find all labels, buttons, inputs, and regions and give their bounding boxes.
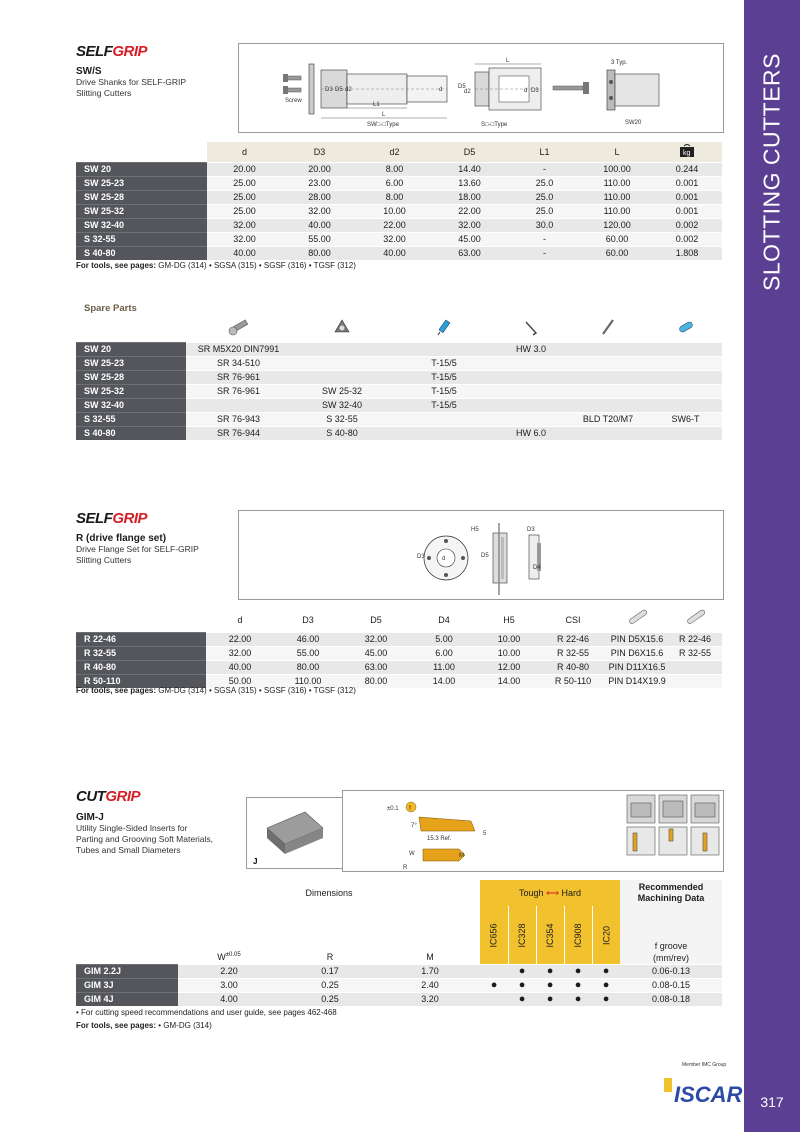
designation-cell: SW 25-23 <box>76 357 186 371</box>
dimensions-header: Dimensions <box>178 880 480 906</box>
pin-icon <box>606 608 668 633</box>
designation-cell: S 40-80 <box>76 247 207 261</box>
svg-text:D5: D5 <box>481 553 489 559</box>
value-cell: 120.00 <box>582 219 652 233</box>
value-cell: R 22-46 <box>668 633 722 647</box>
key-blue-icon <box>393 316 495 343</box>
value-cell: PIN D6X15.6 <box>606 647 668 661</box>
value-cell: 0.25 <box>280 993 380 1007</box>
svg-text:d2: d2 <box>464 89 471 95</box>
value-cell: 110.00 <box>274 675 342 689</box>
svg-text:D3: D3 <box>527 527 535 533</box>
gim-description: Utility Single-Sided Inserts for Parting and Grooving Soft Materials, Tubes and Small Diameters <box>76 823 214 855</box>
value-cell: SR M5X20 DIN7991 <box>186 343 291 357</box>
svg-text:R: R <box>403 865 408 871</box>
value-cell: SR 34-510 <box>186 357 291 371</box>
svg-text:D5: D5 <box>458 84 466 90</box>
value-cell: 25.0 <box>507 205 582 219</box>
col-d5: D5 <box>432 142 507 163</box>
table-row <box>76 965 722 979</box>
grade-dot: ● <box>564 993 592 1007</box>
table-row <box>76 163 722 177</box>
value-cell: 100.00 <box>582 163 652 177</box>
value-cell: 0.17 <box>280 965 380 979</box>
value-cell: 2.40 <box>380 979 480 993</box>
value-cell: 11.00 <box>410 661 478 675</box>
value-cell: R 50-110 <box>540 675 606 689</box>
col-w: $W^{\pm 0.05}$ <box>178 906 280 965</box>
col-designation: Designation <box>76 608 206 633</box>
value-cell: T-15/5 <box>393 371 495 385</box>
value-cell: 0.08-0.15 <box>620 979 722 993</box>
value-cell: 32.00 <box>282 205 357 219</box>
value-cell: HW 6.0 <box>495 427 567 441</box>
svg-text:D5: D5 <box>335 87 343 93</box>
designation-cell: SW 20 <box>76 163 207 177</box>
grade-dot: ● <box>564 965 592 979</box>
value-cell: 6.00 <box>410 647 478 661</box>
r-description: Drive Flange Set for SELF-GRIP Slitting Cutters <box>76 544 199 565</box>
r-table <box>76 608 722 688</box>
col-designation: Designation <box>76 316 186 343</box>
section-title: SLOTTING CUTTERS <box>758 52 785 292</box>
value-cell: SR 76-961 <box>186 371 291 385</box>
value-cell <box>567 399 649 413</box>
value-cell: 110.00 <box>582 191 652 205</box>
grade-ic908: IC908 <box>564 906 592 965</box>
svg-text:W: W <box>409 851 415 857</box>
designation-cell: GIM 4J <box>76 993 178 1007</box>
value-cell: 32.00 <box>342 633 410 647</box>
value-cell <box>495 399 567 413</box>
value-cell <box>567 343 649 357</box>
table-row <box>76 219 722 233</box>
value-cell: 28.00 <box>282 191 357 205</box>
spare-parts-table <box>76 316 722 440</box>
svg-text:M: M <box>459 853 464 859</box>
value-cell: 1.808 <box>652 247 722 261</box>
value-cell <box>649 385 722 399</box>
grade-dot: ● <box>536 993 564 1007</box>
value-cell: PIN D11X16.5 <box>606 661 668 675</box>
gim-table <box>76 880 722 1006</box>
value-cell: 25.00 <box>207 191 282 205</box>
col-designation: Designation <box>76 880 178 965</box>
col-csi: CSI <box>540 608 606 633</box>
value-cell <box>649 357 722 371</box>
grade-dot: ● <box>508 965 536 979</box>
value-cell <box>393 413 495 427</box>
grade-dot: ● <box>592 993 620 1007</box>
table-row <box>76 979 722 993</box>
value-cell: SR 76-943 <box>186 413 291 427</box>
cutgrip-logo: CUTGRIP <box>76 788 141 805</box>
grade-ic20: IC20 <box>592 906 620 965</box>
value-cell: 32.00 <box>207 219 282 233</box>
value-cell: 45.00 <box>432 233 507 247</box>
value-cell: 63.00 <box>432 247 507 261</box>
value-cell: 50.00 <box>206 675 274 689</box>
designation-cell: SW 25-28 <box>76 371 186 385</box>
value-cell <box>495 371 567 385</box>
value-cell: 0.001 <box>652 191 722 205</box>
table-row <box>76 247 722 261</box>
svg-text:d: d <box>524 88 528 94</box>
pin-icon <box>567 316 649 343</box>
value-cell: 1.70 <box>380 965 480 979</box>
value-cell: R 32-55 <box>668 647 722 661</box>
value-cell: 30.0 <box>507 219 582 233</box>
value-cell: 23.00 <box>282 177 357 191</box>
kg-icon <box>652 142 722 163</box>
key-icon <box>668 608 722 633</box>
table-row <box>76 413 722 427</box>
value-cell: T-15/5 <box>393 399 495 413</box>
value-cell <box>567 385 649 399</box>
value-cell: R 22-46 <box>540 633 606 647</box>
svg-text:kg: kg <box>683 150 691 157</box>
value-cell: 63.00 <box>342 661 410 675</box>
value-cell: 22.00 <box>432 205 507 219</box>
svg-text:J: J <box>253 857 258 866</box>
value-cell <box>649 427 722 441</box>
value-cell: 110.00 <box>582 177 652 191</box>
value-cell: 55.00 <box>274 647 342 661</box>
value-cell: 80.00 <box>342 675 410 689</box>
value-cell: 46.00 <box>274 633 342 647</box>
svg-text:SW20: SW20 <box>625 120 642 126</box>
value-cell: 13.60 <box>432 177 507 191</box>
grade-dot: ● <box>536 965 564 979</box>
value-cell: SR 76-944 <box>186 427 291 441</box>
value-cell: 3.20 <box>380 993 480 1007</box>
r-drawing <box>238 510 724 600</box>
grade-dot: ● <box>508 979 536 993</box>
sw-tools-note: For tools, see pages: GM-DG (314) • SGSA (315) • SGSF (316) • TGSF (312) <box>76 261 356 270</box>
value-cell: 32.00 <box>357 233 432 247</box>
value-cell: 40.00 <box>206 661 274 675</box>
col-m: M <box>380 906 480 965</box>
col-d: d <box>206 608 274 633</box>
value-cell: 110.00 <box>582 205 652 219</box>
value-cell: 25.00 <box>207 205 282 219</box>
table-row <box>76 385 722 399</box>
grade-dot: ● <box>592 965 620 979</box>
value-cell: 2.20 <box>178 965 280 979</box>
value-cell: 10.00 <box>478 633 540 647</box>
value-cell <box>291 343 393 357</box>
designation-cell: R 40-80 <box>76 661 206 675</box>
table-row <box>76 399 722 413</box>
value-cell: 0.25 <box>280 979 380 993</box>
value-cell: 14.40 <box>432 163 507 177</box>
value-cell: T-15/5 <box>393 385 495 399</box>
value-cell: R 32-55 <box>540 647 606 661</box>
value-cell: 45.00 <box>342 647 410 661</box>
designation-cell: SW 25-32 <box>76 385 186 399</box>
wrench-icon <box>649 316 722 343</box>
grade-ic354: IC354 <box>536 906 564 965</box>
designation-cell: SW 32-40 <box>76 219 207 233</box>
designation-cell: GIM 2.2J <box>76 965 178 979</box>
svg-text:d: d <box>442 556 446 562</box>
table-row <box>76 233 722 247</box>
value-cell: 8.00 <box>357 163 432 177</box>
col-designation: Designation <box>76 142 207 163</box>
recommended-header: Recommended Machining Data <box>620 880 722 906</box>
value-cell <box>495 357 567 371</box>
value-cell: SW6-T <box>649 413 722 427</box>
value-cell: 0.002 <box>652 219 722 233</box>
designation-cell: S 40-80 <box>76 427 186 441</box>
value-cell: 32.00 <box>206 647 274 661</box>
designation-cell: SW 25-28 <box>76 191 207 205</box>
grade-ic328: IC328 <box>508 906 536 965</box>
table-row <box>76 205 722 219</box>
value-cell <box>495 385 567 399</box>
grade-dot <box>480 993 508 1007</box>
designation-cell: S 32-55 <box>76 233 207 247</box>
grade-dot: ● <box>564 979 592 993</box>
designation-cell: S 32-55 <box>76 413 186 427</box>
value-cell: 32.00 <box>207 233 282 247</box>
svg-text:L: L <box>506 58 510 64</box>
svg-text:SW□-□Type: SW□-□Type <box>367 122 399 128</box>
grade-dot: ● <box>480 979 508 993</box>
table-row <box>76 357 722 371</box>
svg-text:±0.1: ±0.1 <box>387 806 399 812</box>
value-cell: 0.001 <box>652 205 722 219</box>
gim-title: GIM-J <box>76 812 104 823</box>
sw-title: SW/S <box>76 66 102 77</box>
gim-tools-note: For tools, see pages: • GM-DG (314) <box>76 1021 212 1030</box>
value-cell <box>649 371 722 385</box>
tough-hard-header: Tough ⟷ Hard <box>480 880 620 906</box>
col-d4: D4 <box>410 608 478 633</box>
value-cell: 25.00 <box>207 177 282 191</box>
table-row <box>76 343 722 357</box>
designation-cell: R 22-46 <box>76 633 206 647</box>
value-cell: 25.0 <box>507 177 582 191</box>
svg-text:L: L <box>382 112 386 118</box>
gim-note: • For cutting speed recommendations and user guide, see pages 462-468 <box>76 1008 337 1017</box>
col-l1: L1 <box>507 142 582 163</box>
svg-text:D3: D3 <box>417 554 425 560</box>
value-cell: PIN D5X15.6 <box>606 633 668 647</box>
value-cell: 0.06-0.13 <box>620 965 722 979</box>
value-cell: SW 32-40 <box>291 399 393 413</box>
table-row <box>76 661 722 675</box>
value-cell: 55.00 <box>282 233 357 247</box>
col-h5: H5 <box>478 608 540 633</box>
designation-cell: SW 25-23 <box>76 177 207 191</box>
table-row <box>76 371 722 385</box>
svg-text:d: d <box>439 87 443 93</box>
value-cell: HW 3.0 <box>495 343 567 357</box>
value-cell <box>186 399 291 413</box>
value-cell: 40.00 <box>282 219 357 233</box>
sw-description: Drive Shanks for SELF-GRIP Slitting Cutters <box>76 77 187 98</box>
value-cell <box>393 343 495 357</box>
value-cell: 14.00 <box>478 675 540 689</box>
value-cell <box>649 399 722 413</box>
value-cell: T-15/5 <box>393 357 495 371</box>
page-number: 317 <box>760 1094 784 1110</box>
spare-parts-heading: Spare Parts <box>84 303 137 314</box>
value-cell: 40.00 <box>357 247 432 261</box>
value-cell <box>393 427 495 441</box>
table-row <box>76 427 722 441</box>
value-cell <box>567 427 649 441</box>
svg-text:d2: d2 <box>345 87 352 93</box>
hex-key-icon <box>495 316 567 343</box>
value-cell: 0.001 <box>652 177 722 191</box>
value-cell: 60.00 <box>582 247 652 261</box>
value-cell: 12.00 <box>478 661 540 675</box>
grade-dot: ● <box>592 979 620 993</box>
selfgrip-logo: SELFGRIP <box>76 43 148 60</box>
value-cell: 4.00 <box>178 993 280 1007</box>
value-cell: S 32-55 <box>291 413 393 427</box>
value-cell: SW 25-32 <box>291 385 393 399</box>
col-r: R <box>280 906 380 965</box>
value-cell: PIN D14X19.9 <box>606 675 668 689</box>
value-cell: 80.00 <box>274 661 342 675</box>
col-d: d <box>207 142 282 163</box>
table-row <box>76 647 722 661</box>
svg-text:D4: D4 <box>533 565 541 571</box>
svg-text:7°: 7° <box>411 823 417 829</box>
clamp-icon <box>291 316 393 343</box>
designation-cell: SW 32-40 <box>76 399 186 413</box>
col-d2: d2 <box>357 142 432 163</box>
value-cell: 25.0 <box>507 191 582 205</box>
value-cell <box>495 413 567 427</box>
value-cell: 10.00 <box>357 205 432 219</box>
value-cell: - <box>507 247 582 261</box>
insert-photo <box>246 797 344 869</box>
value-cell: BLD T20/M7 <box>567 413 649 427</box>
designation-cell: SW 20 <box>76 343 186 357</box>
value-cell <box>649 343 722 357</box>
grade-dot: ● <box>508 993 536 1007</box>
value-cell: - <box>507 163 582 177</box>
table-row <box>76 177 722 191</box>
value-cell: 40.00 <box>207 247 282 261</box>
value-cell <box>291 371 393 385</box>
designation-cell: R 50-110 <box>76 675 206 689</box>
value-cell <box>567 357 649 371</box>
svg-text:H5: H5 <box>471 527 479 533</box>
designation-cell: GIM 3J <box>76 979 178 993</box>
svg-text:!: ! <box>409 805 411 812</box>
col-d3: D3 <box>282 142 357 163</box>
value-cell: 20.00 <box>282 163 357 177</box>
col-d3: D3 <box>274 608 342 633</box>
value-cell: - <box>507 233 582 247</box>
designation-cell: R 32-55 <box>76 647 206 661</box>
table-row <box>76 191 722 205</box>
value-cell: 6.00 <box>357 177 432 191</box>
value-cell <box>668 675 722 689</box>
screw-icon <box>186 316 291 343</box>
value-cell <box>567 371 649 385</box>
value-cell: 8.00 <box>357 191 432 205</box>
svg-text:15.3 Ref.: 15.3 Ref. <box>427 836 452 842</box>
col-l: L <box>582 142 652 163</box>
svg-text:S□-□Type: S□-□Type <box>481 122 508 128</box>
r-title: R (drive flange set) <box>76 533 167 544</box>
value-cell: 0.002 <box>652 233 722 247</box>
grade-ic656: IC656 <box>480 906 508 965</box>
table-row <box>76 993 722 1007</box>
value-cell: 10.00 <box>478 647 540 661</box>
selfgrip-logo: SELFGRIP <box>76 510 148 527</box>
value-cell: 18.00 <box>432 191 507 205</box>
value-cell: 22.00 <box>357 219 432 233</box>
designation-cell: SW 25-32 <box>76 205 207 219</box>
value-cell <box>668 661 722 675</box>
svg-text:5: 5 <box>483 831 487 837</box>
gim-drawing <box>342 790 724 872</box>
svg-text:D3: D3 <box>531 88 539 94</box>
value-cell: 14.00 <box>410 675 478 689</box>
grade-dot <box>480 965 508 979</box>
svg-text:L1: L1 <box>373 102 380 108</box>
svg-text:ISCAR: ISCAR <box>674 1082 743 1107</box>
value-cell: 60.00 <box>582 233 652 247</box>
value-cell: 3.00 <box>178 979 280 993</box>
value-cell <box>291 357 393 371</box>
col-f-groove: f groove (mm/rev) <box>620 906 722 965</box>
svg-text:Screw: Screw <box>285 98 302 104</box>
sw-table <box>76 142 722 260</box>
svg-text:3 Typ.: 3 Typ. <box>611 60 628 66</box>
value-cell: SR 76-961 <box>186 385 291 399</box>
value-cell: 22.00 <box>206 633 274 647</box>
value-cell: 5.00 <box>410 633 478 647</box>
value-cell: S 40-80 <box>291 427 393 441</box>
value-cell: 20.00 <box>207 163 282 177</box>
grade-dot: ● <box>536 979 564 993</box>
value-cell: 32.00 <box>432 219 507 233</box>
value-cell: 0.244 <box>652 163 722 177</box>
table-row <box>76 633 722 647</box>
value-cell: 0.08-0.18 <box>620 993 722 1007</box>
sw-drawing <box>238 43 724 133</box>
svg-text:D3: D3 <box>325 87 333 93</box>
value-cell: 80.00 <box>282 247 357 261</box>
value-cell: R 40-80 <box>540 661 606 675</box>
r-tools-note: For tools, see pages: GM-DG (314) • SGSA (315) • SGSF (316) • TGSF (312) <box>76 686 356 695</box>
col-d5: D5 <box>342 608 410 633</box>
iscar-logo: Member IMC Group ISCAR <box>660 1062 730 1117</box>
